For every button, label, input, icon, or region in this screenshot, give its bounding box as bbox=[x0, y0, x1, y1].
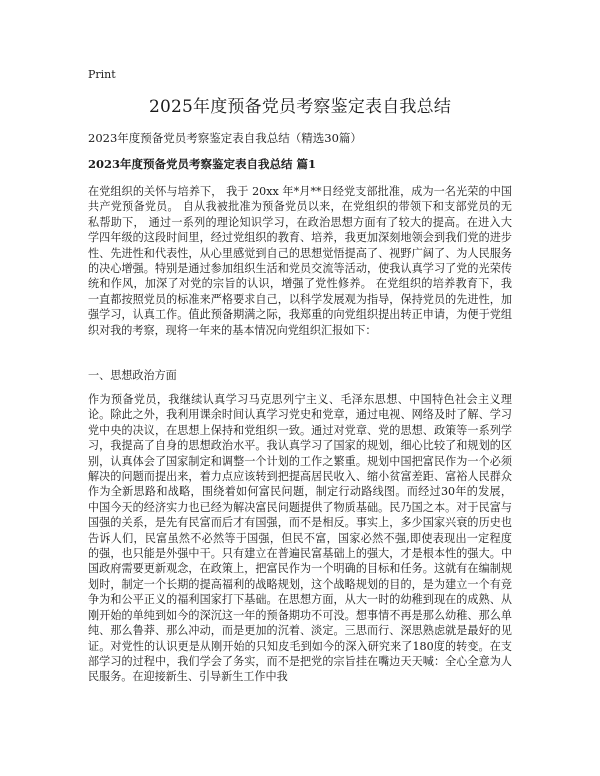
intro-paragraph: 在党组织的关怀与培养下， 我于 20xx 年*月**日经党支部批准，成为一名光荣的中国共产党预备党员。 自从我被批准为预备党员以来，在党组织的带领下和支部党员的无私帮助下， 通过一系列的理论知识学习，在政治思想方面有了较大的提高。在进入大学四年级的这段时间里，经过党组织的教育、培养，我更加深刻地领会到我们党的进步性、先进性和代表性，从心里感觉到自己的思想觉悟提高了、视野广阔了、为人民服务的决心增强。特别是通过参加组织生活和党员交流等活动，使我认真学习了党的光荣传统和作风，加深了对党的宗旨的认识，增强了党性修养。 在党组织的培养教育下，我一直都按照党员的标准来严格要求自己，以科学发展观为指导，保持党员的先进性，加强学习，认真工作。值此预备期满之际，我郑重的向党组织提出转正申请，为便于党组织对我的考察，现将一年来的基本情况向党组织汇报如下： bbox=[88, 185, 512, 337]
section-heading-political: 一、思想政治方面 bbox=[88, 369, 177, 382]
print-link[interactable]: Print bbox=[88, 68, 116, 81]
document-subtitle: 2023年度预备党员考察鉴定表自我总结（精选30篇） bbox=[88, 131, 362, 145]
document-title: 2025年度预备党员考察鉴定表自我总结 bbox=[148, 97, 452, 117]
political-paragraph: 作为预备党员，我继续认真学习马克思列宁主义、毛泽东思想、中国特色社会主义理论。除此之外，我利用课余时间认真学习党史和党章，通过电视、网络及时了解、学习党中央的决议，在思想上保持和党组织一致。通过对党章、党的思想、政策等一系列学习，我提高了自身的思想政治水平。我认真学习了国家的规划，细心比较了和规划的区别，认真体会了国家制定和调整一个计划的工作之繁重。规划中国把富民作为一个必须解决的问题而提出来，着力点应该转到把提高居民收入、缩小贫富差距、富裕人民群众作为全新思路和战略，围绕着如何富民问题，制定行动路线图。而经过30年的发展，中国今天的经济实力也已经为解决富民问题提供了物质基础。民乃国之本。对于民富与国强的关系，是先有民富而后才有国强，而不是相反。事实上，多少国家兴衰的历史也告诉人们，民富虽然不必然等于国强，但民不富，国家必然不强,即使表现出一定程度的强，也只能是外强中干。只有建立在普遍民富基础上的强大，才是根本性的强大。中国政府需要更新观念，在政策上，把富民作为一个明确的目标和任务。这就有在编制规划时，制定一个长期的提高福利的战略规划，这个战略规划的目的，是为建立一个有竞争为和公平正义的福利国家打下基础。在思想方面，从大一时的幼稚到现在的成熟、从刚开始的单纯到如今的深沉这一年的预备期功不可没。想事情不再是那么幼稚、那么单纯、那么鲁莽、那么冲动，而是更加的沉着、淡定。三思而行、深思熟虑就是最好的见证。对党性的认识更是从刚开始的只知皮毛到如今的深入研究来了180度的转变。在支部学习的过程中，我们学会了务实，而不是把党的宗旨挂在嘴边天天喊：全心全意为人民服务。在迎接新生、引导新生工作中我 bbox=[88, 393, 512, 684]
section-heading: 2023年度预备党员考察鉴定表自我总结 篇1 bbox=[88, 157, 317, 171]
